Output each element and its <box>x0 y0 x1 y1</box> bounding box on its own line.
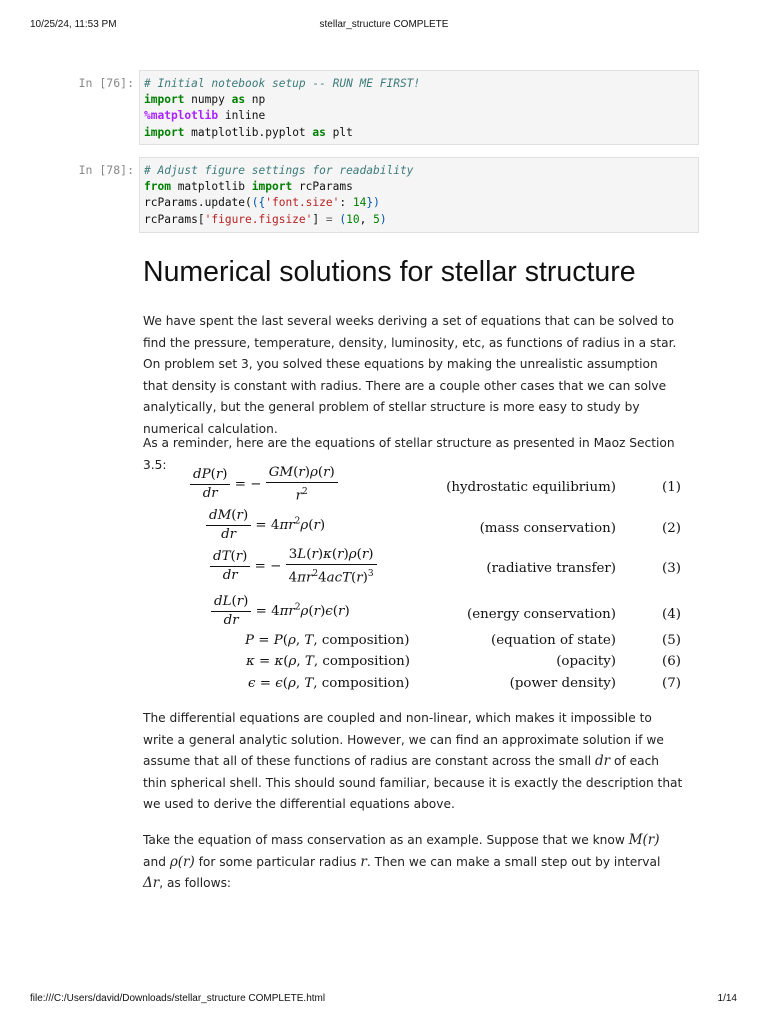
code-token: }) <box>366 196 380 210</box>
code-token: from <box>144 180 171 194</box>
code-line <box>144 92 698 108</box>
code-line <box>144 76 698 92</box>
inline-math: dr <box>595 753 611 770</box>
code-token: as <box>231 93 246 107</box>
equation-body: $\frac{dP(r)}{dr}$ = − $\frac{GM(r)\rho(r)}{r^2}$ <box>190 464 338 505</box>
equation-row <box>0 546 768 594</box>
code-input[interactable] <box>139 157 699 233</box>
code-token: np <box>245 93 266 107</box>
equation-row <box>0 507 768 549</box>
equation-label: (equation of state) <box>491 633 616 648</box>
intro-paragraph: We have spent the last several weeks deriving a set of equations that can be solved to find the pressure, temperature, density, luminosity, etc, as functions of radius in a star. On problem set 3, you solved these equations by making the unrealistic assumption that density is constant with radius. There are a couple other cases that we can solve analytically, but the general problem of stellar structure is more easy to study by numerical calculation. <box>143 314 677 436</box>
example-paragraph: Take the equation of mass conservation as an example. Suppose that we know M(r) and ρ(r) for some particular radius r. Then we can make a small step out by interval Δr, as follows: <box>143 832 661 892</box>
code-token: : <box>339 196 353 210</box>
inline-math: Δr <box>143 875 160 892</box>
code-token: # Adjust figure settings for readability <box>144 164 414 177</box>
code-input[interactable] <box>139 70 699 145</box>
code-token: rcParams.update( <box>144 196 252 210</box>
equation-number: (7) <box>662 676 681 691</box>
code-token: # Initial notebook setup -- RUN ME FIRST! <box>144 77 421 90</box>
code-line <box>144 125 698 141</box>
equation-body: $\frac{dT(r)}{dr}$ = − $\frac{3L(r)\kappa(r)\rho(r)}{4\pi r^24acT(r)^3}$ <box>210 546 377 587</box>
equation-number: (3) <box>662 561 681 576</box>
equation-label: (energy conservation) <box>467 607 616 622</box>
equation-body: P = P(ρ, T, composition) <box>245 633 410 648</box>
print-doc-title: stellar_structure COMPLETE <box>319 19 449 30</box>
cell-prompt: In [76]: <box>78 76 134 90</box>
code-line <box>144 108 698 124</box>
code-token: 'font.size' <box>265 196 340 210</box>
reminder-paragraph: As a reminder, here are the equations of stellar structure as presented in Maoz Section 3.5: <box>143 436 675 472</box>
equation-label: (opacity) <box>556 654 616 669</box>
code-token: ) <box>379 212 387 226</box>
equation-body: ϵ = ϵ(ρ, T, composition) <box>248 676 410 691</box>
code-token: as <box>312 125 326 139</box>
equation-number: (2) <box>662 521 681 536</box>
print-datetime: 10/25/24, 11:53 PM <box>30 19 117 30</box>
code-token: 'figure.figsize' <box>204 212 313 226</box>
equation-number: (4) <box>662 607 681 622</box>
code-line <box>144 212 698 228</box>
code-token: 14 <box>352 196 367 210</box>
equation-row <box>0 464 768 512</box>
code-token: matplotlib.pyplot <box>184 125 313 139</box>
code-token: import <box>251 180 293 194</box>
cell-prompt: In [78]: <box>78 163 134 177</box>
print-header <box>0 19 768 33</box>
code-token: rcParams <box>292 180 353 194</box>
code-token: plt <box>325 125 353 139</box>
equation-body: κ = κ(ρ, T, composition) <box>246 654 410 669</box>
code-token: ( <box>339 212 347 226</box>
equation-label: (hydrostatic equilibrium) <box>446 480 616 495</box>
code-token: import <box>144 125 185 139</box>
equation-row <box>0 676 768 696</box>
code-token: ] <box>312 212 326 226</box>
equation-body: $\frac{dM(r)}{dr}$ = $4\pi r^2\rho(r)$ <box>206 507 325 544</box>
code-token: 10 <box>346 212 360 226</box>
code-token: rcParams[ <box>144 212 205 226</box>
code-token: numpy <box>184 93 232 107</box>
equation-label: (radiative transfer) <box>486 561 616 576</box>
equation-body: $\frac{dL(r)}{dr}$ = $4\pi r^2\rho(r)\epsilon(r)$ <box>211 593 350 630</box>
code-line <box>144 179 698 195</box>
code-token: matplotlib <box>170 180 252 194</box>
code-token: , <box>359 212 374 226</box>
code-token: 5 <box>373 212 380 226</box>
code-token: ({ <box>251 196 266 210</box>
code-token: import <box>144 93 185 107</box>
code-token: = <box>325 212 333 226</box>
equation-row <box>0 633 768 653</box>
equation-number: (1) <box>662 480 681 495</box>
approximation-paragraph: The differential equations are coupled and non-linear, which makes it impossible to write a general analytic solution. However, we can find an approximate solution if we assume that all of these functions of radius are constant across the small dr of each thin spherical shell. This should sound familiar, because it is exactly the description that we used to derive the differential equations above. <box>143 711 683 812</box>
code-token: inline <box>218 109 266 123</box>
inline-math: M(r) <box>628 832 660 848</box>
print-page-indicator: 1/14 <box>717 993 737 1004</box>
code-token: %matplotlib <box>144 109 219 123</box>
equation-number: (6) <box>662 654 681 669</box>
code-line <box>144 163 698 179</box>
inline-math: ρ(r) <box>169 853 195 870</box>
print-file-path: file:///C:/Users/david/Downloads/stellar_structure COMPLETE.html <box>30 993 326 1004</box>
print-footer <box>0 993 768 1007</box>
inline-math: r <box>360 853 367 870</box>
equation-label: (power density) <box>509 676 616 691</box>
equation-label: (mass conservation) <box>479 521 616 536</box>
section-heading: Numerical solutions for stellar structure <box>143 256 636 288</box>
code-line <box>144 195 698 211</box>
equation-row <box>0 593 768 635</box>
equation-row <box>0 654 768 674</box>
equation-number: (5) <box>662 633 681 648</box>
